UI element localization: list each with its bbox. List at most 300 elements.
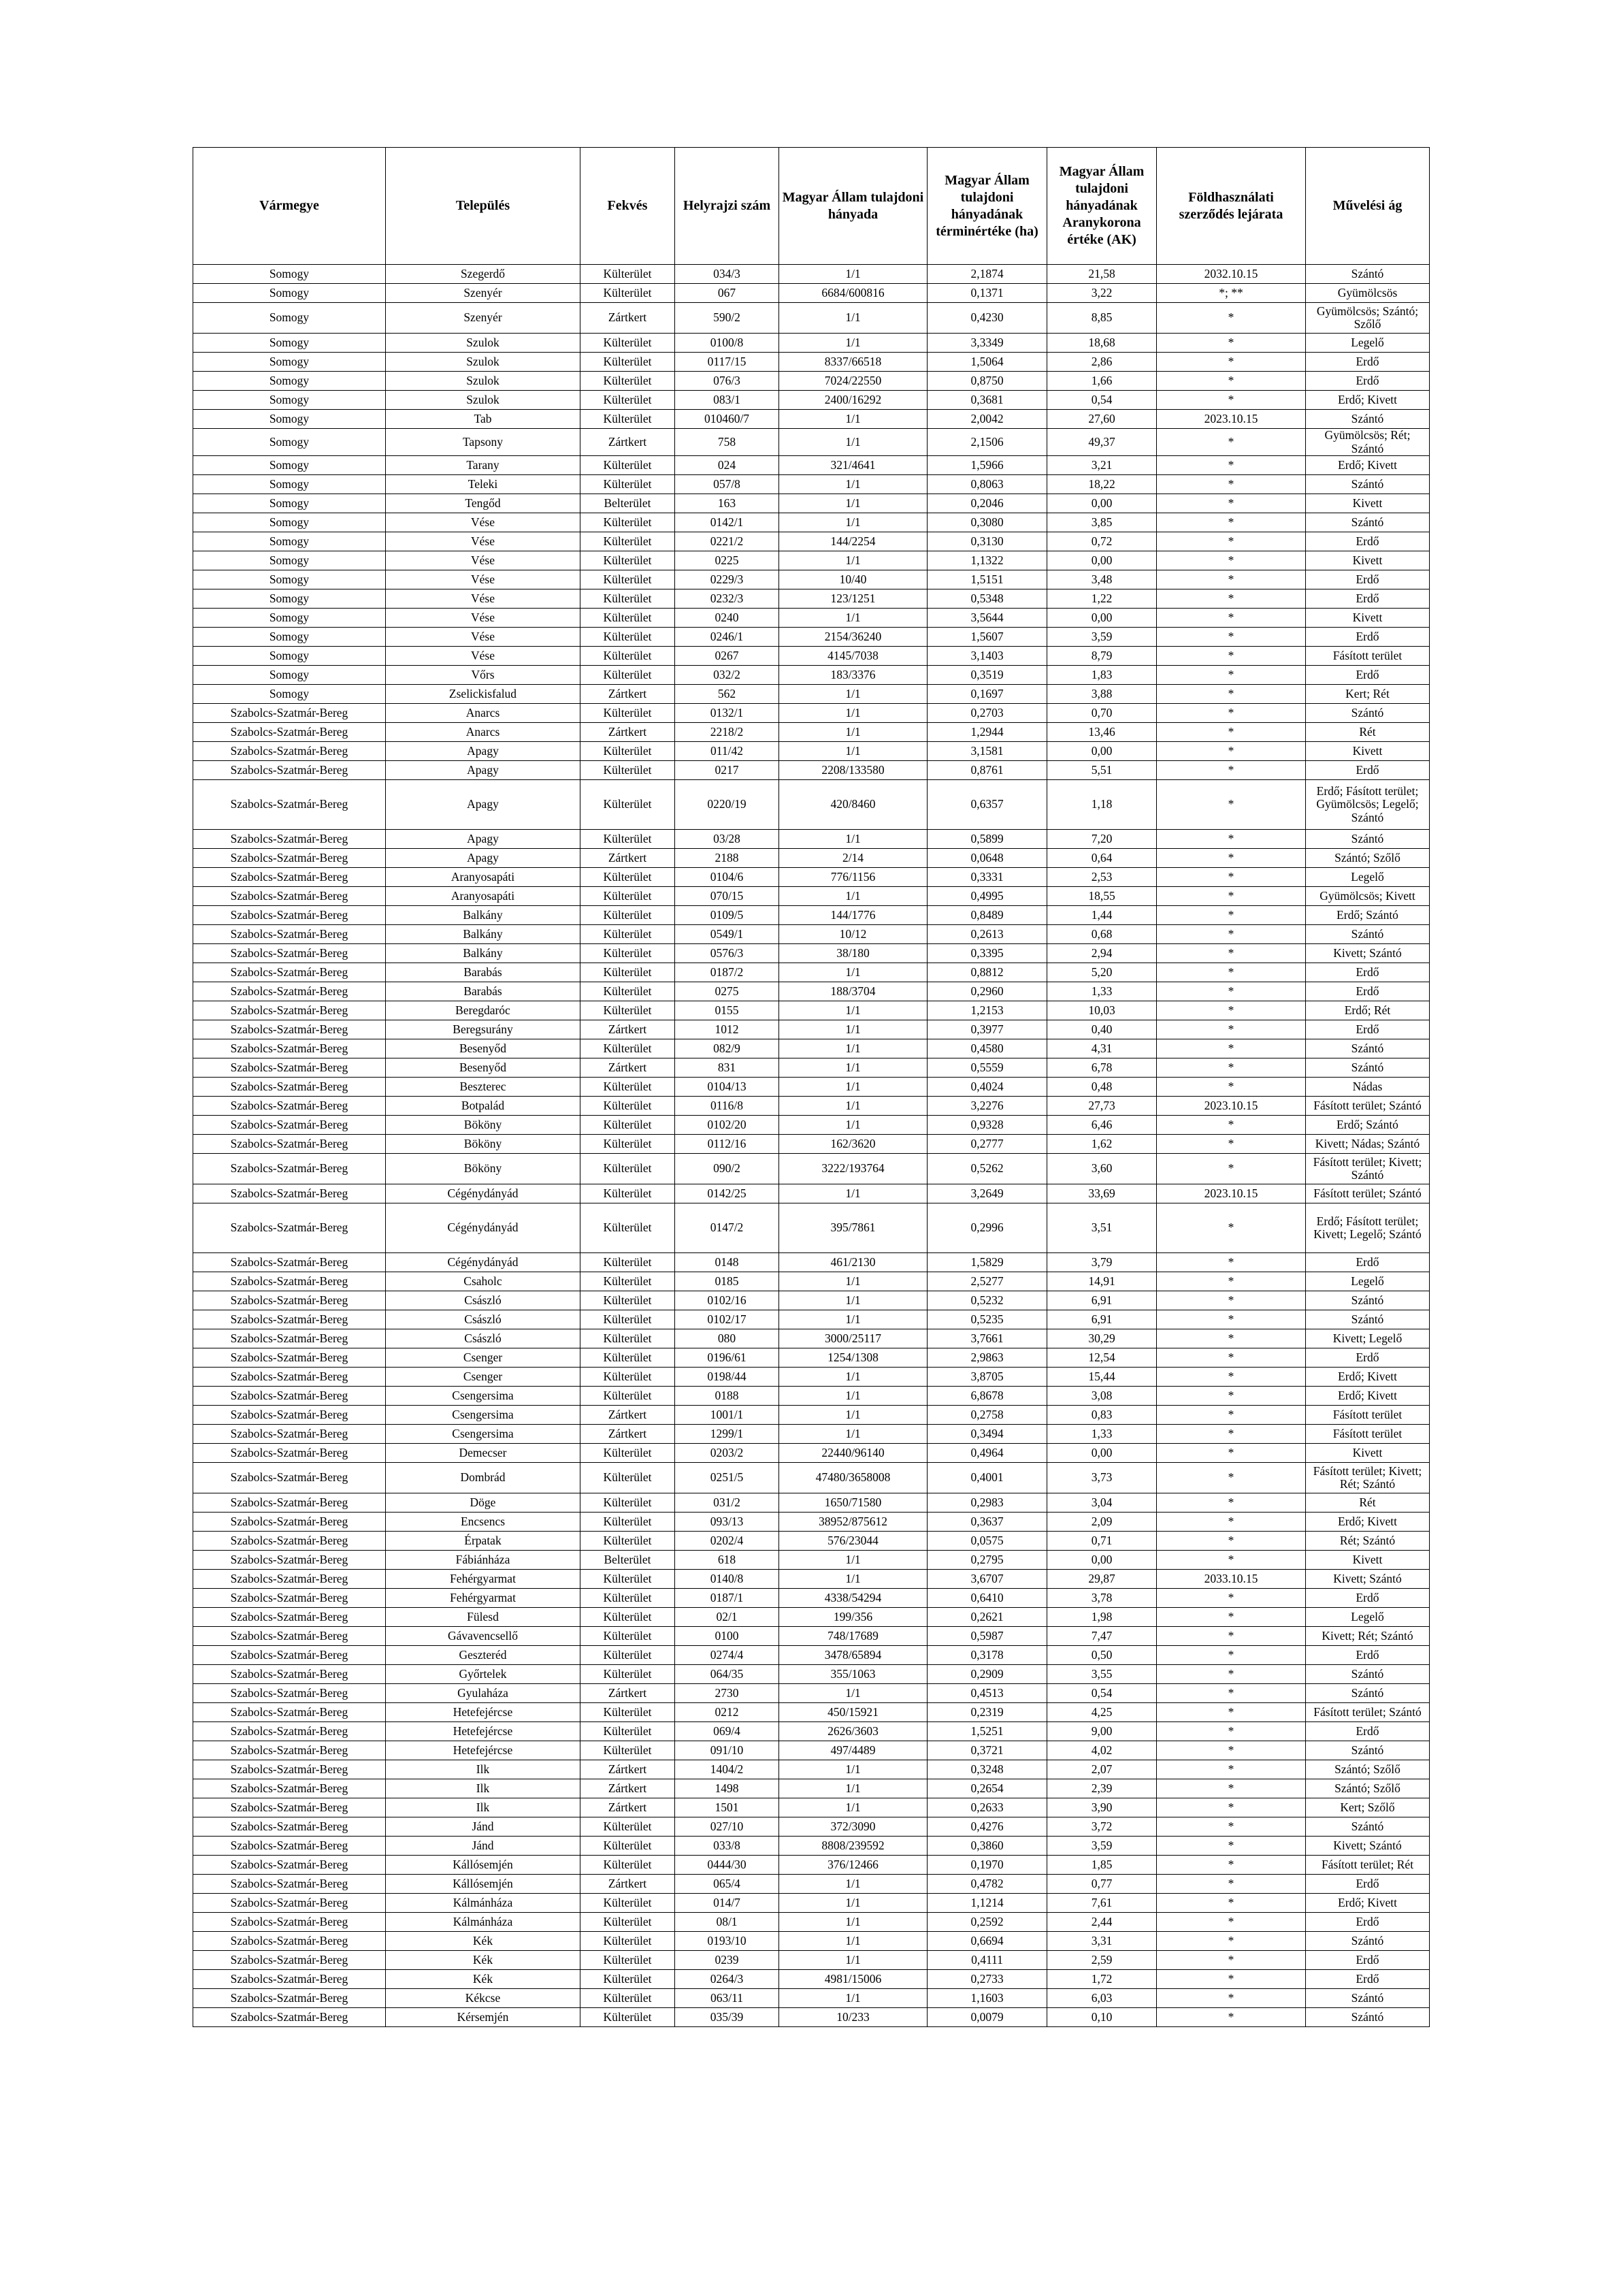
table-row	[193, 1589, 1430, 1608]
cultivation-branch-cell: Rét; Szántó	[1306, 1532, 1430, 1551]
table-row	[193, 1493, 1430, 1513]
state-share-cell: 748/17689	[779, 1627, 928, 1646]
state-share-cell: 1/1	[779, 704, 928, 723]
cultivation-branch-cell: Gyümölcsös	[1306, 284, 1430, 303]
settlement-cell: Vése	[386, 647, 580, 666]
table-row	[193, 410, 1430, 429]
area-ha-cell: 0,5348	[928, 589, 1047, 609]
table-row	[193, 1837, 1430, 1856]
table-row	[193, 1684, 1430, 1703]
state-share-cell: 376/12466	[779, 1856, 928, 1875]
table-row	[193, 1184, 1430, 1203]
county-cell: Szabolcs-Szatmár-Bereg	[193, 2008, 386, 2027]
gold-crown-value-cell: 1,62	[1047, 1135, 1157, 1154]
state-share-cell: 1/1	[779, 1989, 928, 2008]
location-cell: Külterület	[580, 334, 675, 353]
cultivation-branch-cell: Legelő	[1306, 868, 1430, 887]
table-row	[193, 1608, 1430, 1627]
parcel-number-cell: 0264/3	[675, 1970, 779, 1989]
gold-crown-value-cell: 1,44	[1047, 906, 1157, 925]
parcel-number-cell: 1001/1	[675, 1406, 779, 1425]
parcel-number-cell: 080	[675, 1329, 779, 1348]
parcel-number-cell: 0188	[675, 1387, 779, 1406]
location-cell: Külterület	[580, 1444, 675, 1463]
county-cell: Szabolcs-Szatmár-Bereg	[193, 1532, 386, 1551]
location-cell: Külterület	[580, 1329, 675, 1348]
parcel-number-cell: 0104/6	[675, 868, 779, 887]
gold-crown-value-cell: 3,48	[1047, 570, 1157, 589]
cultivation-branch-cell: Szántó; Szőlő	[1306, 1760, 1430, 1779]
settlement-cell: Geszteréd	[386, 1646, 580, 1665]
parcel-number-cell: 758	[675, 429, 779, 456]
county-cell: Szabolcs-Szatmár-Bereg	[193, 1856, 386, 1875]
table-row	[193, 1001, 1430, 1020]
table-row	[193, 1817, 1430, 1837]
table-row	[193, 494, 1430, 513]
location-cell: Külterület	[580, 1837, 675, 1856]
area-ha-cell: 0,4513	[928, 1684, 1047, 1703]
settlement-cell: Beregdaróc	[386, 1001, 580, 1020]
location-cell: Külterület	[580, 1310, 675, 1329]
cultivation-branch-cell: Szántó	[1306, 925, 1430, 944]
parcel-number-cell: 0148	[675, 1253, 779, 1272]
lease-expiry-cell: *	[1157, 887, 1306, 906]
state-share-cell: 1/1	[779, 475, 928, 494]
county-cell: Szabolcs-Szatmár-Bereg	[193, 1253, 386, 1272]
county-cell: Somogy	[193, 475, 386, 494]
parcel-number-cell: 2218/2	[675, 723, 779, 742]
gold-crown-value-cell: 29,87	[1047, 1570, 1157, 1589]
table-row	[193, 887, 1430, 906]
settlement-cell: Ilk	[386, 1760, 580, 1779]
area-ha-cell: 0,0575	[928, 1532, 1047, 1551]
settlement-cell: Besenyőd	[386, 1039, 580, 1058]
settlement-cell: Demecser	[386, 1444, 580, 1463]
lease-expiry-cell: *	[1157, 849, 1306, 868]
table-row	[193, 1913, 1430, 1932]
settlement-cell: Szulok	[386, 353, 580, 372]
state-share-cell: 2626/3603	[779, 1722, 928, 1741]
county-cell: Szabolcs-Szatmár-Bereg	[193, 868, 386, 887]
location-cell: Külterület	[580, 1646, 675, 1665]
gold-crown-value-cell: 1,18	[1047, 780, 1157, 830]
settlement-cell: Botpalád	[386, 1097, 580, 1116]
settlement-cell: Jánd	[386, 1837, 580, 1856]
lease-expiry-cell: *	[1157, 1001, 1306, 1020]
settlement-cell: Kállósemjén	[386, 1856, 580, 1875]
state-share-cell: 123/1251	[779, 589, 928, 609]
lease-expiry-cell: *	[1157, 1875, 1306, 1894]
location-cell: Külterület	[580, 265, 675, 284]
table-row	[193, 647, 1430, 666]
area-ha-cell: 0,4276	[928, 1817, 1047, 1837]
state-share-cell: 395/7861	[779, 1203, 928, 1253]
county-cell: Szabolcs-Szatmár-Bereg	[193, 849, 386, 868]
lease-expiry-cell: *	[1157, 456, 1306, 475]
table-row	[193, 2008, 1430, 2027]
land-parcel-table	[193, 147, 1430, 2027]
area-ha-cell: 1,1214	[928, 1894, 1047, 1913]
settlement-cell: Teleki	[386, 475, 580, 494]
area-ha-cell: 6,8678	[928, 1387, 1047, 1406]
location-cell: Külterület	[580, 1039, 675, 1058]
lease-expiry-cell: *	[1157, 1856, 1306, 1875]
location-cell: Külterület	[580, 1348, 675, 1368]
county-cell: Szabolcs-Szatmár-Bereg	[193, 1684, 386, 1703]
area-ha-cell: 0,4001	[928, 1463, 1047, 1493]
cultivation-branch-cell: Kivett	[1306, 1551, 1430, 1570]
cultivation-branch-cell: Erdő	[1306, 982, 1430, 1001]
gold-crown-value-cell: 15,44	[1047, 1368, 1157, 1387]
location-cell: Külterület	[580, 1493, 675, 1513]
cultivation-branch-cell: Erdő; Kivett	[1306, 391, 1430, 410]
lease-expiry-cell: *	[1157, 372, 1306, 391]
lease-expiry-cell: *	[1157, 963, 1306, 982]
location-cell: Külterület	[580, 1272, 675, 1291]
location-cell: Külterület	[580, 1970, 675, 1989]
location-cell: Külterület	[580, 963, 675, 982]
parcel-number-cell: 069/4	[675, 1722, 779, 1741]
settlement-cell: Tarany	[386, 456, 580, 475]
settlement-cell: Zselickisfalud	[386, 685, 580, 704]
area-ha-cell: 0,1697	[928, 685, 1047, 704]
col-header-settlement: Település	[386, 148, 580, 265]
gold-crown-value-cell: 3,88	[1047, 685, 1157, 704]
table-row	[193, 1291, 1430, 1310]
lease-expiry-cell: *	[1157, 1894, 1306, 1913]
area-ha-cell: 1,5829	[928, 1253, 1047, 1272]
lease-expiry-cell: *	[1157, 391, 1306, 410]
location-cell: Külterület	[580, 1608, 675, 1627]
cultivation-branch-cell: Erdő	[1306, 353, 1430, 372]
county-cell: Szabolcs-Szatmár-Bereg	[193, 1932, 386, 1951]
cultivation-branch-cell: Szántó	[1306, 475, 1430, 494]
cultivation-branch-cell: Erdő; Rét	[1306, 1001, 1430, 1020]
cultivation-branch-cell: Kivett	[1306, 609, 1430, 628]
parcel-number-cell: 0116/8	[675, 1097, 779, 1116]
table-body	[193, 265, 1430, 2027]
area-ha-cell: 0,2909	[928, 1665, 1047, 1684]
parcel-number-cell: 0147/2	[675, 1203, 779, 1253]
lease-expiry-cell: *; **	[1157, 284, 1306, 303]
cultivation-branch-cell: Erdő; Kivett	[1306, 1387, 1430, 1406]
county-cell: Szabolcs-Szatmár-Bereg	[193, 1097, 386, 1116]
lease-expiry-cell: *	[1157, 1368, 1306, 1387]
settlement-cell: Tapsony	[386, 429, 580, 456]
gold-crown-value-cell: 3,04	[1047, 1493, 1157, 1513]
gold-crown-value-cell: 0,00	[1047, 609, 1157, 628]
state-share-cell: 321/4641	[779, 456, 928, 475]
settlement-cell: Szenyér	[386, 284, 580, 303]
table-row	[193, 475, 1430, 494]
lease-expiry-cell: *	[1157, 1646, 1306, 1665]
cultivation-branch-cell: Szántó	[1306, 1291, 1430, 1310]
gold-crown-value-cell: 18,68	[1047, 334, 1157, 353]
state-share-cell: 1/1	[779, 1001, 928, 1020]
state-share-cell: 1/1	[779, 429, 928, 456]
area-ha-cell: 0,4111	[928, 1951, 1047, 1970]
gold-crown-value-cell: 1,33	[1047, 1425, 1157, 1444]
parcel-number-cell: 0549/1	[675, 925, 779, 944]
cultivation-branch-cell: Legelő	[1306, 1272, 1430, 1291]
location-cell: Külterület	[580, 1513, 675, 1532]
location-cell: Külterület	[580, 1116, 675, 1135]
col-header-cultivation-branch: Művelési ág	[1306, 148, 1430, 265]
cultivation-branch-cell: Szántó	[1306, 1039, 1430, 1058]
location-cell: Külterület	[580, 1097, 675, 1116]
parcel-number-cell: 0240	[675, 609, 779, 628]
state-share-cell: 1/1	[779, 303, 928, 334]
lease-expiry-cell: *	[1157, 868, 1306, 887]
area-ha-cell: 0,3178	[928, 1646, 1047, 1665]
location-cell: Zártkert	[580, 723, 675, 742]
lease-expiry-cell: *	[1157, 570, 1306, 589]
county-cell: Szabolcs-Szatmár-Bereg	[193, 944, 386, 963]
cultivation-branch-cell: Rét	[1306, 1493, 1430, 1513]
settlement-cell: Balkány	[386, 925, 580, 944]
parcel-number-cell: 03/28	[675, 830, 779, 849]
gold-crown-value-cell: 8,85	[1047, 303, 1157, 334]
settlement-cell: Vőrs	[386, 666, 580, 685]
area-ha-cell: 0,3860	[928, 1837, 1047, 1856]
location-cell: Külterület	[580, 1722, 675, 1741]
area-ha-cell: 3,8705	[928, 1368, 1047, 1387]
cultivation-branch-cell: Kivett; Szántó	[1306, 1570, 1430, 1589]
location-cell: Zártkert	[580, 1425, 675, 1444]
table-row	[193, 1722, 1430, 1741]
county-cell: Somogy	[193, 609, 386, 628]
table-row	[193, 265, 1430, 284]
settlement-cell: Bököny	[386, 1135, 580, 1154]
state-share-cell: 355/1063	[779, 1665, 928, 1684]
location-cell: Zártkert	[580, 1779, 675, 1798]
lease-expiry-cell: *	[1157, 1444, 1306, 1463]
location-cell: Külterület	[580, 1078, 675, 1097]
cultivation-branch-cell: Erdő	[1306, 1913, 1430, 1932]
state-share-cell: 1/1	[779, 742, 928, 761]
area-ha-cell: 0,2319	[928, 1703, 1047, 1722]
parcel-number-cell: 033/8	[675, 1837, 779, 1856]
state-share-cell: 8808/239592	[779, 1837, 928, 1856]
state-share-cell: 4145/7038	[779, 647, 928, 666]
state-share-cell: 1/1	[779, 334, 928, 353]
county-cell: Szabolcs-Szatmár-Bereg	[193, 1001, 386, 1020]
lease-expiry-cell: *	[1157, 1684, 1306, 1703]
lease-expiry-cell: *	[1157, 1837, 1306, 1856]
cultivation-branch-cell: Kert; Rét	[1306, 685, 1430, 704]
gold-crown-value-cell: 0,10	[1047, 2008, 1157, 2027]
table-row	[193, 532, 1430, 551]
table-row	[193, 742, 1430, 761]
location-cell: Zártkert	[580, 685, 675, 704]
lease-expiry-cell: *	[1157, 1078, 1306, 1097]
lease-expiry-cell: *	[1157, 1463, 1306, 1493]
cultivation-branch-cell: Erdő	[1306, 372, 1430, 391]
gold-crown-value-cell: 7,20	[1047, 830, 1157, 849]
location-cell: Külterület	[580, 1856, 675, 1875]
cultivation-branch-cell: Erdő; Kivett	[1306, 1894, 1430, 1913]
county-cell: Szabolcs-Szatmár-Bereg	[193, 1154, 386, 1184]
lease-expiry-cell: *	[1157, 1551, 1306, 1570]
parcel-number-cell: 064/35	[675, 1665, 779, 1684]
area-ha-cell: 0,1371	[928, 284, 1047, 303]
county-cell: Szabolcs-Szatmár-Bereg	[193, 761, 386, 780]
state-share-cell: 8337/66518	[779, 353, 928, 372]
state-share-cell: 2400/16292	[779, 391, 928, 410]
cultivation-branch-cell: Erdő	[1306, 1589, 1430, 1608]
lease-expiry-cell: *	[1157, 1310, 1306, 1329]
table-row	[193, 1078, 1430, 1097]
area-ha-cell: 0,3519	[928, 666, 1047, 685]
state-share-cell: 3222/193764	[779, 1154, 928, 1184]
parcel-number-cell: 014/7	[675, 1894, 779, 1913]
settlement-cell: Érpatak	[386, 1532, 580, 1551]
settlement-cell: Szenyér	[386, 303, 580, 334]
settlement-cell: Császló	[386, 1291, 580, 1310]
state-share-cell: 1/1	[779, 1039, 928, 1058]
state-share-cell: 1/1	[779, 1272, 928, 1291]
parcel-number-cell: 1012	[675, 1020, 779, 1039]
location-cell: Külterület	[580, 647, 675, 666]
county-cell: Szabolcs-Szatmár-Bereg	[193, 982, 386, 1001]
parcel-number-cell: 0117/15	[675, 353, 779, 372]
gold-crown-value-cell: 13,46	[1047, 723, 1157, 742]
location-cell: Külterület	[580, 925, 675, 944]
lease-expiry-cell: *	[1157, 1493, 1306, 1513]
location-cell: Külterület	[580, 1741, 675, 1760]
parcel-number-cell: 083/1	[675, 391, 779, 410]
table-row	[193, 685, 1430, 704]
table-row	[193, 1135, 1430, 1154]
parcel-number-cell: 0132/1	[675, 704, 779, 723]
table-row	[193, 1116, 1430, 1135]
cultivation-branch-cell: Szántó	[1306, 1741, 1430, 1760]
gold-crown-value-cell: 10,03	[1047, 1001, 1157, 1020]
table-row	[193, 513, 1430, 532]
state-share-cell: 1/1	[779, 1116, 928, 1135]
lease-expiry-cell: *	[1157, 1532, 1306, 1551]
location-cell: Külterület	[580, 1203, 675, 1253]
area-ha-cell: 1,1322	[928, 551, 1047, 570]
settlement-cell: Apagy	[386, 742, 580, 761]
settlement-cell: Vése	[386, 551, 580, 570]
gold-crown-value-cell: 3,51	[1047, 1203, 1157, 1253]
county-cell: Somogy	[193, 551, 386, 570]
table-row	[193, 1348, 1430, 1368]
location-cell: Külterület	[580, 1817, 675, 1837]
county-cell: Szabolcs-Szatmár-Bereg	[193, 1665, 386, 1684]
parcel-number-cell: 0142/1	[675, 513, 779, 532]
table-row	[193, 1570, 1430, 1589]
table-row	[193, 1627, 1430, 1646]
table-row	[193, 570, 1430, 589]
gold-crown-value-cell: 2,09	[1047, 1513, 1157, 1532]
table-row	[193, 1020, 1430, 1039]
county-cell: Somogy	[193, 429, 386, 456]
state-share-cell: 3000/25117	[779, 1329, 928, 1348]
area-ha-cell: 1,5607	[928, 628, 1047, 647]
cultivation-branch-cell: Erdő; Fásított terület; Gyümölcsös; Legelő; Szántó	[1306, 780, 1430, 830]
county-cell: Szabolcs-Szatmár-Bereg	[193, 1570, 386, 1589]
parcel-number-cell: 0102/17	[675, 1310, 779, 1329]
settlement-cell: Csenger	[386, 1368, 580, 1387]
cultivation-branch-cell: Erdő	[1306, 628, 1430, 647]
table-row	[193, 723, 1430, 742]
settlement-cell: Győrtelek	[386, 1665, 580, 1684]
parcel-number-cell: 082/9	[675, 1039, 779, 1058]
lease-expiry-cell: *	[1157, 1989, 1306, 2008]
state-share-cell: 461/2130	[779, 1253, 928, 1272]
location-cell: Külterület	[580, 1703, 675, 1722]
county-cell: Somogy	[193, 372, 386, 391]
settlement-cell: Ilk	[386, 1779, 580, 1798]
county-cell: Szabolcs-Szatmár-Bereg	[193, 1741, 386, 1760]
area-ha-cell: 3,2276	[928, 1097, 1047, 1116]
lease-expiry-cell: *	[1157, 742, 1306, 761]
parcel-number-cell: 1501	[675, 1798, 779, 1817]
lease-expiry-cell: *	[1157, 551, 1306, 570]
county-cell: Szabolcs-Szatmár-Bereg	[193, 906, 386, 925]
county-cell: Szabolcs-Szatmár-Bereg	[193, 1203, 386, 1253]
table-row	[193, 1154, 1430, 1184]
gold-crown-value-cell: 1,66	[1047, 372, 1157, 391]
table-row	[193, 456, 1430, 475]
cultivation-branch-cell: Erdő	[1306, 1722, 1430, 1741]
lease-expiry-cell: *	[1157, 1348, 1306, 1368]
parcel-number-cell: 0109/5	[675, 906, 779, 925]
area-ha-cell: 1,5151	[928, 570, 1047, 589]
lease-expiry-cell: *	[1157, 1722, 1306, 1741]
gold-crown-value-cell: 3,31	[1047, 1932, 1157, 1951]
cultivation-branch-cell: Szántó	[1306, 704, 1430, 723]
lease-expiry-cell: *	[1157, 1406, 1306, 1425]
county-cell: Szabolcs-Szatmár-Bereg	[193, 1875, 386, 1894]
location-cell: Zártkert	[580, 1798, 675, 1817]
cultivation-branch-cell: Fásított terület; Szántó	[1306, 1097, 1430, 1116]
gold-crown-value-cell: 27,60	[1047, 410, 1157, 429]
location-cell: Zártkert	[580, 303, 675, 334]
table-row	[193, 830, 1430, 849]
cultivation-branch-cell: Erdő	[1306, 1253, 1430, 1272]
state-share-cell: 162/3620	[779, 1135, 928, 1154]
location-cell: Külterület	[580, 1253, 675, 1272]
state-share-cell: 144/1776	[779, 906, 928, 925]
state-share-cell: 1/1	[779, 551, 928, 570]
state-share-cell: 4981/15006	[779, 1970, 928, 1989]
cultivation-branch-cell: Erdő	[1306, 666, 1430, 685]
location-cell: Külterület	[580, 742, 675, 761]
county-cell: Somogy	[193, 685, 386, 704]
settlement-cell: Kék	[386, 1970, 580, 1989]
county-cell: Szabolcs-Szatmár-Bereg	[193, 723, 386, 742]
area-ha-cell: 0,5262	[928, 1154, 1047, 1184]
location-cell: Külterület	[580, 456, 675, 475]
area-ha-cell: 0,2046	[928, 494, 1047, 513]
parcel-number-cell: 1404/2	[675, 1760, 779, 1779]
gold-crown-value-cell: 0,00	[1047, 494, 1157, 513]
area-ha-cell: 2,1874	[928, 265, 1047, 284]
table-row	[193, 1875, 1430, 1894]
settlement-cell: Besenyőd	[386, 1058, 580, 1078]
parcel-number-cell: 0196/61	[675, 1348, 779, 1368]
table-row	[193, 1970, 1430, 1989]
gold-crown-value-cell: 18,55	[1047, 887, 1157, 906]
table-row	[193, 963, 1430, 982]
county-cell: Somogy	[193, 647, 386, 666]
gold-crown-value-cell: 6,91	[1047, 1291, 1157, 1310]
parcel-number-cell: 0185	[675, 1272, 779, 1291]
county-cell: Szabolcs-Szatmár-Bereg	[193, 1463, 386, 1493]
